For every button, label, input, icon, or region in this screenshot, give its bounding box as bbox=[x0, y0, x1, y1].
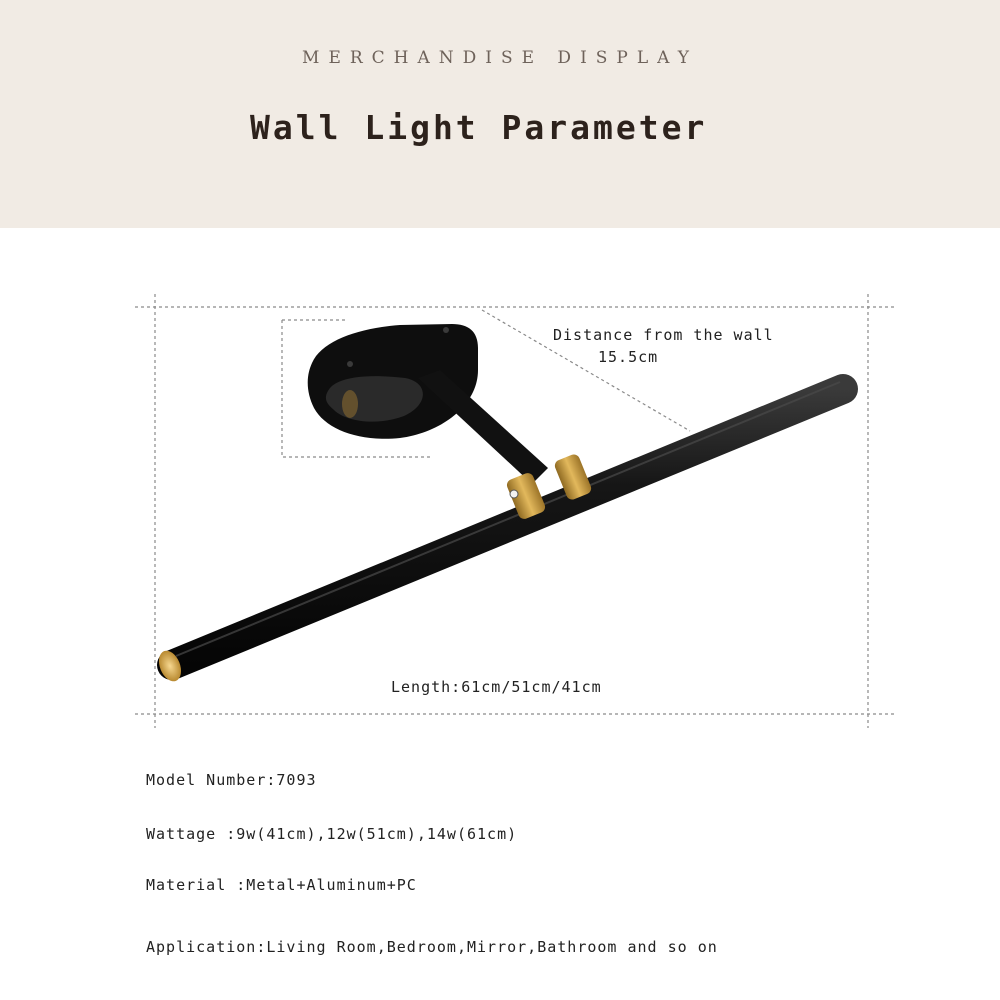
product-diagram bbox=[0, 228, 1000, 748]
distance-value: 15.5cm bbox=[598, 348, 659, 366]
lamp-arm bbox=[418, 370, 548, 484]
length-label: Length:61cm/51cm/41cm bbox=[391, 678, 602, 696]
lamp-illustration bbox=[0, 228, 1000, 748]
spec-material: Material :Metal+Aluminum+PC bbox=[146, 876, 417, 894]
section-kicker: MERCHANDISE DISPLAY bbox=[302, 48, 698, 68]
page-title: Wall Light Parameter bbox=[250, 108, 708, 147]
spec-wattage: Wattage :9w(41cm),12w(51cm),14w(61cm) bbox=[146, 825, 518, 843]
spec-application: Application:Living Room,Bedroom,Mirror,Bathroom and so on bbox=[146, 938, 718, 956]
header-banner bbox=[0, 0, 1000, 228]
spec-model-number: Model Number:7093 bbox=[146, 771, 317, 789]
distance-label: Distance from the wall bbox=[553, 326, 774, 344]
